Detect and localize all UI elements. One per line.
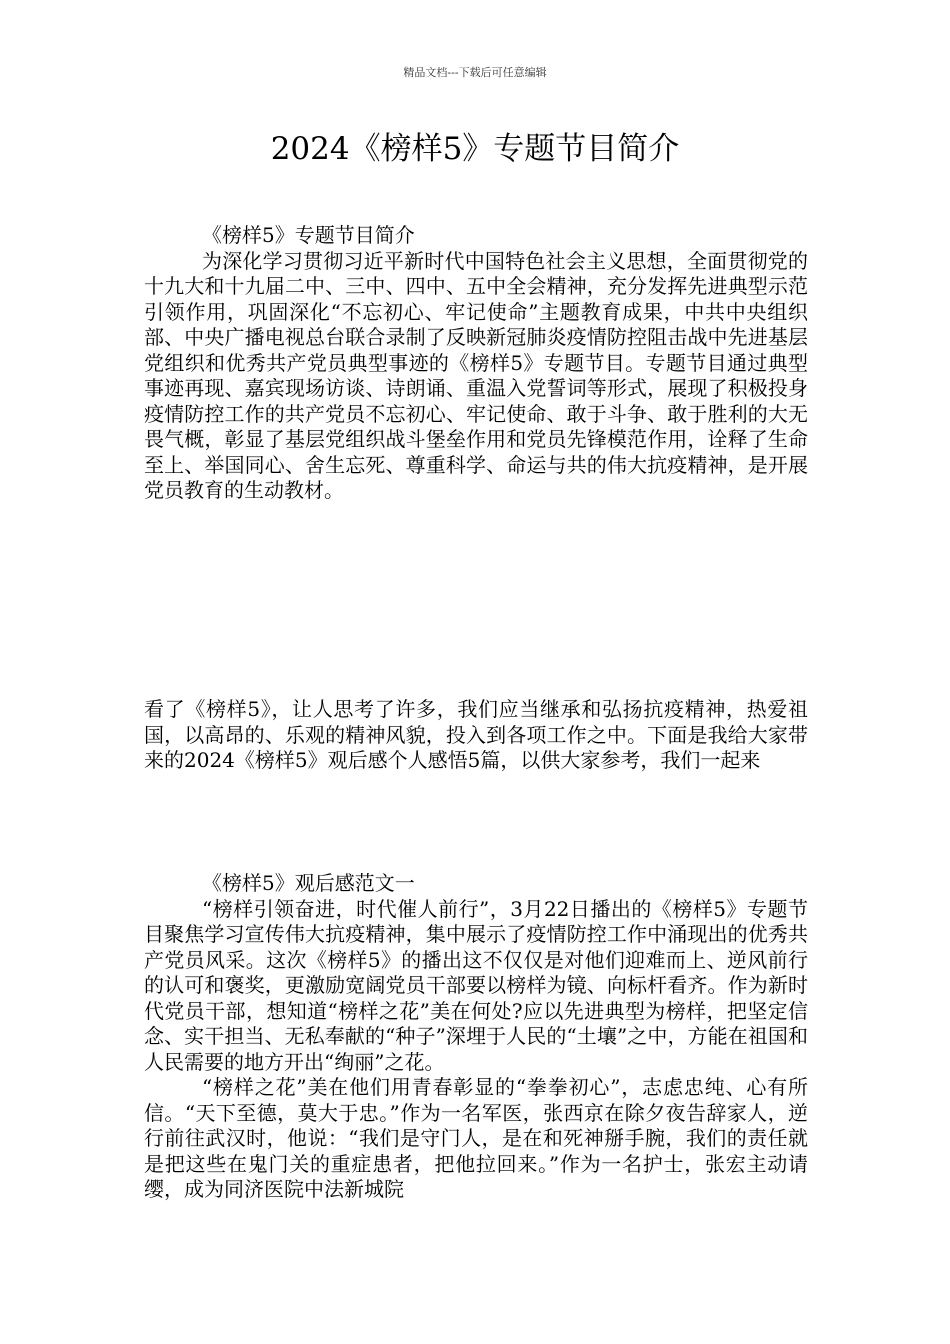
document-title: 2024《榜样5》专题节目简介 [270,131,680,167]
header-note: 精品文档---下载后可任意编辑 [403,66,547,79]
intro-subtitle: 《榜样5》专题节目简介 [202,223,415,247]
essay-subtitle: 《榜样5》观后感范文一 [202,871,415,895]
lead-paragraph: 看了《榜样5》，让人思考了许多，我们应当继承和弘扬抗疫精神，热爱祖国，以高昂的、乐观的精神风貌，投入到各项工作之中。下面是我给大家带来的2024《榜样5》观后感个人感悟5篇，以供大家参考，我们一起来 [144,697,808,772]
intro-section [144,223,808,504]
intro-paragraph: 为深化学习贯彻习近平新时代中国特色社会主义思想，全面贯彻党的十九大和十九届二中、三中、四中、五中全会精神，充分发挥先进典型示范引领作用，巩固深化“不忘初心、牢记使命”主题教育成果，中共中央组织部、中央广播电视总台联合录制了反映新冠肺炎疫情防控阻击战中先进基层党组织和优秀共产党员典型事迹的《榜样5》专题节目。专题节目通过典型事迹再现、嘉宾现场访谈、诗朗诵、重温入党誓词等形式，展现了积极投身疫情防控工作的共产党员不忘初心、牢记使命、敢于斗争、敢于胜利的大无畏气概，彰显了基层党组织战斗堡垒作用和党员先锋模范作用，诠释了生命至上、举国同心、舍生忘死、尊重科学、命运与共的伟大抗疫精神，是开展党员教育的生动教材。 [144,248,808,502]
essay-paragraph: “榜样之花”美在他们用青春彰显的“拳拳初心”，志虑忠纯、心有所信。“天下至德，莫大于忠。”作为一名军医，张西京在除夕夜告辞家人，逆行前往武汉时，他说：“我们是守门人，是在和死神掰手腕，我们的责任就是把这些在鬼门关的重症患者，把他拉回来。”作为一名护士，张宏主动请缨，成为同济医院中法新城院 [144,1075,808,1201]
lead-section [144,697,808,774]
essay-paragraph: “榜样引领奋进，时代催人前行”，3月22日播出的《榜样5》专题节目聚焦学习宣传伟大抗疫精神，集中展示了疫情防控工作中涌现出的优秀共产党员风采。这次《榜样5》的播出这不仅仅是对他们迎难而上、逆风前行的认可和褒奖，更激励宽阔党员干部要以榜样为镜、向标杆看齐。作为新时代党员干部，想知道“榜样之花”美在何处?应以先进典型为榜样，把坚定信念、实干担当、无私奉献的“种子”深埋于人民的“土壤”之中，方能在祖国和人民需要的地方开出“绚丽”之花。 [144,896,808,1074]
essay-section [144,871,808,1203]
